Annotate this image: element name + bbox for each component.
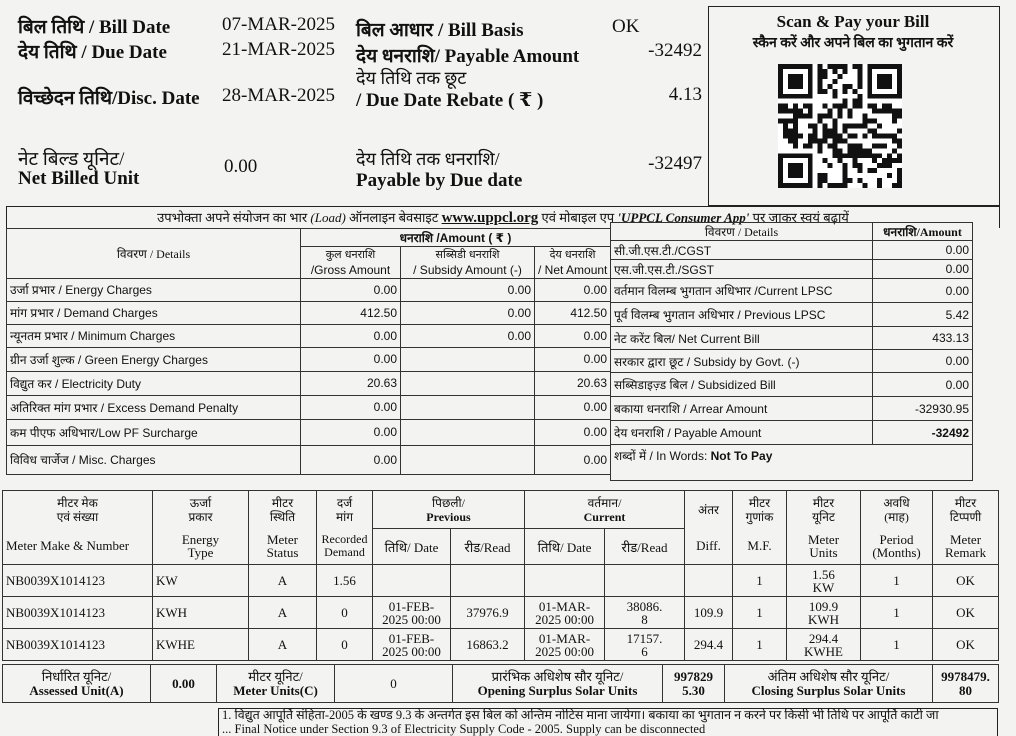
opening-solar-value-1: 997829: [674, 668, 713, 684]
charge-gross: 412.50: [301, 301, 401, 324]
meter-row: [3, 629, 999, 661]
opening-solar-label-hi: प्रारंभिक अधिशेष सौर यूनिट/: [491, 668, 624, 684]
recorded-demand-header-en-2: Demand: [324, 545, 365, 560]
previous-date-header: तिथि/ Date: [373, 529, 451, 565]
summary-row: [611, 303, 973, 327]
charge-label: विविध चार्जेज / Misc. Charges: [7, 445, 301, 474]
meter-units-value: 109.9: [808, 598, 839, 614]
footer-notice-line-1: 1. विद्युत आपूर्ति संहिता-2005 के खण्ड 9.3 के अन्तर्गत इस बिल को अन्तिम नोटिस माना जायेगा। बकाया का भुगतान न करने पर किसी भी तिथि पर आपूर्ति काटी जा: [222, 708, 939, 722]
charge-gross: 0.00: [301, 278, 401, 301]
summary-table: [610, 222, 973, 481]
footer-notice-line-2: ... Final Notice under Section 9.3 of Electricity Supply Code - 2005. Supply can be disconnected: [222, 722, 706, 736]
period-header-hi: [861, 491, 933, 529]
summary-label: सी.जी.एस.टी./CGST: [611, 241, 873, 260]
assessed-label-hi: निर्धारित यूनिट/: [41, 668, 112, 684]
scan-title: Scan & Pay your Bill: [776, 12, 930, 31]
meter-make: NB0039X1014123: [3, 629, 153, 661]
meter-prev-date-2: 2025 00:00: [382, 611, 441, 627]
opening-solar-value: [663, 665, 725, 703]
meter-curr-date-1: 01-MAR-: [538, 630, 591, 646]
summary-amount-header: धनराशि/Amount: [873, 223, 973, 241]
meter-recorded-demand: 0: [317, 597, 373, 629]
period-header-hi-2: (माह): [884, 509, 909, 524]
diff-header-en: Diff.: [685, 529, 733, 565]
summary-row: [611, 421, 973, 445]
rebate-value: 4.13: [668, 84, 702, 105]
notice-load: (Load): [310, 210, 346, 225]
rebate-label-hi: देय तिथि तक छूट: [356, 68, 467, 88]
charge-net: 0.00: [535, 419, 611, 445]
mf-header-en: M.F.: [733, 529, 787, 565]
footer-notice: [222, 708, 992, 736]
units-header-en-1: Meter: [807, 532, 840, 548]
charge-subsidy: [401, 395, 535, 419]
summary-row: [611, 397, 973, 421]
meter-curr-read: [605, 565, 685, 597]
meter-prev-read: 16863.2: [451, 629, 525, 661]
meter-curr-date-1: 01-MAR-: [538, 598, 591, 614]
meter-units: [787, 629, 861, 661]
bill-date-label: बिल तिथि / Bill Date: [18, 17, 171, 38]
mf-header-hi-1: मीटर: [748, 495, 771, 510]
summary-label: सरकार द्वारा छूट / Subsidy by Govt. (-): [611, 350, 873, 373]
recorded-demand-header-hi: [317, 491, 373, 529]
energy-type-header-hi-1: ऊर्जा: [189, 495, 212, 510]
meter-remark: OK: [933, 629, 999, 661]
meter-units: [787, 597, 861, 629]
charge-net: 0.00: [535, 395, 611, 419]
assessed-value: 0.00: [151, 665, 217, 703]
energy-type-header-en: [153, 529, 249, 565]
summary-value: 5.42: [873, 303, 973, 327]
meter-status-header-en-1: Meter: [266, 532, 299, 548]
summary-label: एस.जी.एस.टी./SGST: [611, 260, 873, 279]
meter-make: NB0039X1014123: [3, 565, 153, 597]
closing-solar-value-1: 9978479.: [941, 668, 990, 684]
meter-prev-date-1: 01-FEB-: [388, 598, 435, 614]
meter-status-header-hi-2: स्थिति: [269, 509, 296, 524]
meter-make-header-hi-1: मीटर मेक: [57, 495, 98, 510]
meter-units-unit: KWH: [807, 611, 840, 627]
charge-gross: 0.00: [301, 445, 401, 474]
meter-status-header-hi-1: मीटर: [271, 495, 294, 510]
current-header-en: Current: [583, 509, 626, 524]
charge-row: [7, 395, 611, 419]
meter-mf: 1: [733, 597, 787, 629]
charge-net: 0.00: [535, 324, 611, 347]
meter-make: NB0039X1014123: [3, 597, 153, 629]
units-header-en-2: Units: [809, 545, 838, 561]
summary-label: पूर्व विलम्ब भुगतान अधिभार / Previous LPSC: [611, 303, 873, 327]
meter-status: A: [249, 597, 317, 629]
meter-mf: 1: [733, 629, 787, 661]
opening-solar-label: [453, 665, 663, 703]
meter-prev-read: [451, 565, 525, 597]
summary-row: [611, 241, 973, 260]
payable-amount-value: -32492: [648, 40, 702, 61]
bill-basis-label: बिल आधार / Bill Basis: [356, 20, 524, 41]
charge-subsidy: 0.00: [401, 301, 535, 324]
summary-label: वर्तमान विलम्ब भुगतान अधिभार /Current LPSC: [611, 279, 873, 303]
mf-header-hi-2: गुणांक: [745, 509, 774, 524]
charge-row: [7, 419, 611, 445]
summary-row: [611, 260, 973, 279]
due-date-value: 21-MAR-2025: [222, 39, 335, 60]
remark-header-en: [933, 529, 999, 565]
meter-energy-type: KWH: [153, 597, 249, 629]
charge-label: मांग प्रभार / Demand Charges: [7, 301, 301, 324]
charge-label: कम पीएफ अधिभार/Low PF Surcharge: [7, 419, 301, 445]
bill-basis-value: OK: [612, 16, 640, 37]
meter-prev-date: [373, 565, 451, 597]
meter-status-header-en-2: Status: [266, 545, 299, 561]
meter-period: 1: [861, 565, 933, 597]
charges-details-header: विवरण / Details: [7, 229, 301, 279]
payable-due-label-en: Payable by Due date: [356, 170, 523, 191]
notice-text: उपभोक्ता अपने संयोजन का भार: [157, 210, 311, 225]
recorded-demand-header-hi-2: मांग: [335, 509, 354, 524]
closing-solar-label: [725, 665, 933, 703]
period-header-en-2: (Months): [872, 545, 921, 561]
net-billed-unit-value: 0.00: [224, 156, 258, 177]
current-header-hi: वर्तमान/: [587, 495, 622, 510]
summary-value: 0.00: [873, 241, 973, 260]
charge-label: ग्रीन उर्जा शुल्क / Green Energy Charges: [7, 347, 301, 371]
diff-header-hi: अंतर: [685, 491, 733, 529]
meter-period: 1: [861, 597, 933, 629]
scan-subtitle: स्कैन करें और अपने बिल का भुगतान करें: [752, 36, 954, 51]
notice-text-4: पर जाकर स्वयं बढ़ायें: [749, 210, 849, 225]
charge-net: 0.00: [535, 347, 611, 371]
charge-row: [7, 301, 611, 324]
charge-gross: 0.00: [301, 347, 401, 371]
summary-row: [611, 327, 973, 350]
meter-prev-date: [373, 597, 451, 629]
current-read-header: रीड/Read: [605, 529, 685, 565]
bill-date-value: 07-MAR-2025: [222, 14, 335, 35]
meter-units-c-label: [217, 665, 335, 703]
notice-text-3: एवं मोबाइल एप: [538, 210, 618, 225]
meter-prev-read: 37976.9: [451, 597, 525, 629]
meter-recorded-demand: 1.56: [317, 565, 373, 597]
charge-gross: 0.00: [301, 395, 401, 419]
uppcl-website-link[interactable]: www.uppcl.org: [441, 210, 539, 226]
meter-make-header-hi-2: एवं संख्या: [56, 509, 99, 524]
opening-solar-value-2: 5.30: [682, 682, 705, 698]
summary-row: [611, 350, 973, 373]
meter-status: A: [249, 565, 317, 597]
summary-value: 0.00: [873, 260, 973, 279]
qr-code-icon[interactable]: [778, 64, 902, 188]
energy-type-header-en-1: Energy: [181, 532, 220, 548]
current-date-header: तिथि/ Date: [525, 529, 605, 565]
charge-net: 412.50: [535, 301, 611, 324]
summary-label: नेट करेंट बिल/ Net Current Bill: [611, 327, 873, 350]
meter-curr-read-1: 38086.: [626, 598, 663, 614]
meter-make-header-hi: [3, 491, 153, 529]
charge-gross: 20.63: [301, 371, 401, 395]
summary-payable-value: -32492: [873, 421, 973, 445]
net-header-hi: देय धनराशि: [535, 247, 611, 263]
closing-solar-value-2: 80: [959, 682, 972, 698]
charge-net: 0.00: [535, 445, 611, 474]
meter-curr-read: [605, 629, 685, 661]
in-words-label: शब्दों में / In Words:: [614, 449, 711, 463]
payable-amount-label: देय धनराशि/ Payable Amount: [356, 46, 580, 67]
closing-solar-label-hi: अंतिम अधिशेष सौर यूनिट/: [767, 668, 890, 684]
meter-remark: OK: [933, 565, 999, 597]
meter-diff: 294.4: [685, 629, 733, 661]
energy-type-header-en-2: Type: [187, 545, 214, 561]
notice-text-2: ऑनलाइन बेवसाइट: [345, 210, 442, 225]
remark-header-en-2: Remark: [944, 545, 987, 561]
remark-header-en-1: Meter: [949, 532, 982, 548]
meter-prev-date-1: 01-FEB-: [388, 630, 435, 646]
uppcl-app-name: 'UPPCL Consumer App': [617, 210, 750, 225]
gross-header-hi: कुल धनराशि: [301, 247, 401, 263]
meter-mf: 1: [733, 565, 787, 597]
summary-value: -32930.95: [873, 397, 973, 421]
payable-due-value: -32497: [648, 153, 702, 174]
period-header-en-1: Period: [879, 532, 914, 548]
charge-row: [7, 324, 611, 347]
meter-units-c-value: 0: [335, 665, 453, 703]
period-header-hi-1: अवधि: [883, 495, 910, 510]
disc-date-value: 28-MAR-2025: [222, 85, 335, 106]
remark-header-hi-2: टिप्पणी: [949, 509, 982, 524]
meter-units-value: 294.4: [808, 630, 839, 646]
summary-row: [611, 279, 973, 303]
charge-gross: 0.00: [301, 419, 401, 445]
assessed-label: [3, 665, 151, 703]
previous-header: [373, 491, 525, 529]
remark-header-hi: [933, 491, 999, 529]
charge-label: अतिरिक्त मांग प्रभार / Excess Demand Penalty: [7, 395, 301, 419]
in-words-cell: [611, 445, 973, 481]
meter-energy-type: KWHE: [153, 629, 249, 661]
meter-diff: 109.9: [685, 597, 733, 629]
charge-label: न्यूनतम प्रभार / Minimum Charges: [7, 324, 301, 347]
net-billed-unit-label-hi: नेट बिल्ड यूनिट/: [18, 149, 125, 170]
summary-label: बकाया धनराशि / Arrear Amount: [611, 397, 873, 421]
summary-row: [611, 373, 973, 397]
meter-recorded-demand: 0: [317, 629, 373, 661]
payable-due-label-hi: देय तिथि तक धनराशि/: [356, 149, 500, 169]
closing-solar-label-en: Closing Surplus Solar Units: [751, 682, 906, 698]
meter-curr-date: [525, 597, 605, 629]
charge-row: [7, 445, 611, 474]
meter-table: [2, 490, 999, 661]
mf-header-hi: [733, 491, 787, 529]
charge-subsidy: [401, 419, 535, 445]
summary-value: 0.00: [873, 279, 973, 303]
opening-solar-label-en: Opening Surplus Solar Units: [477, 682, 638, 698]
meter-energy-type: KW: [153, 565, 249, 597]
charge-subsidy: [401, 445, 535, 474]
meter-curr-date-2: 2025 00:00: [535, 643, 594, 659]
assessed-label-en: Assessed Unit(A): [29, 682, 124, 698]
recorded-demand-header-hi-1: दर्ज: [336, 495, 353, 510]
charge-subsidy: [401, 371, 535, 395]
summary-value: 433.13: [873, 327, 973, 350]
rebate-label-en: / Due Date Rebate ( ₹ ): [356, 90, 544, 111]
charge-subsidy: 0.00: [401, 278, 535, 301]
meter-units-value: 1.56: [812, 566, 835, 582]
meter-units-c-label-en: Meter Units(C): [233, 682, 318, 698]
charges-table: [6, 228, 611, 475]
summary-label: देय धनराशि / Payable Amount: [611, 421, 873, 445]
meter-curr-read-2: 6: [641, 643, 648, 659]
charge-row: [7, 278, 611, 301]
units-header-hi: [787, 491, 861, 529]
closing-solar-value: [933, 665, 999, 703]
charge-gross: 0.00: [301, 324, 401, 347]
meter-units-unit: KW: [812, 579, 835, 595]
charge-label: विद्युत कर / Electricity Duty: [7, 371, 301, 395]
charge-net: 0.00: [535, 278, 611, 301]
meter-row: [3, 597, 999, 629]
meter-period: 1: [861, 629, 933, 661]
meter-prev-date: [373, 629, 451, 661]
in-words-value: Not To Pay: [710, 449, 773, 463]
period-header-en: [861, 529, 933, 565]
subsidy-header-en: / Subsidy Amount (-): [401, 262, 535, 278]
units-header-hi-1: मीटर: [812, 495, 835, 510]
remark-header-hi-1: मीटर: [954, 495, 977, 510]
meter-make-header-en: Meter Make & Number: [3, 529, 153, 565]
charge-subsidy: 0.00: [401, 324, 535, 347]
energy-type-header-hi: [153, 491, 249, 529]
meter-units-c-label-hi: मीटर यूनिट/: [248, 668, 303, 684]
meter-row: [3, 565, 999, 597]
summary-value: 0.00: [873, 350, 973, 373]
meter-status-header-en: [249, 529, 317, 565]
gross-header-en: /Gross Amount: [301, 262, 401, 278]
summary-label: सब्सिडाइज़्ड बिल / Subsidized Bill: [611, 373, 873, 397]
meter-curr-read: [605, 597, 685, 629]
recorded-demand-header-en: [317, 529, 373, 565]
current-header: [525, 491, 685, 529]
net-header-en: / Net Amount: [535, 262, 611, 278]
meter-status: A: [249, 629, 317, 661]
previous-header-hi: पिछली/: [432, 495, 465, 510]
subsidy-header-hi: सब्सिडी धनराशि: [401, 247, 535, 263]
meter-status-header-hi: [249, 491, 317, 529]
summary-details-header: विवरण / Details: [611, 223, 873, 241]
charge-label: उर्जा प्रभार / Energy Charges: [7, 278, 301, 301]
charge-net: 20.63: [535, 371, 611, 395]
assessed-table: [2, 664, 999, 703]
units-header-hi-2: यूनिट: [812, 509, 835, 524]
meter-prev-date-2: 2025 00:00: [382, 643, 441, 659]
energy-type-header-hi-2: प्रकार: [188, 509, 213, 524]
due-date-label: देय तिथि / Due Date: [18, 42, 167, 63]
meter-units: [787, 565, 861, 597]
meter-units-unit: KWHE: [804, 643, 844, 659]
meter-curr-read-1: 17157.: [626, 630, 663, 646]
previous-read-header: रीड/Read: [451, 529, 525, 565]
charges-amount-header: धनराशि /Amount ( ₹ ): [301, 229, 611, 247]
meter-curr-read-2: 8: [641, 611, 648, 627]
meter-curr-date: [525, 629, 605, 661]
summary-value: 0.00: [873, 373, 973, 397]
recorded-demand-header-en-1: Recorded: [321, 532, 368, 547]
previous-header-en: Previous: [426, 509, 471, 524]
meter-curr-date: [525, 565, 605, 597]
meter-curr-date-2: 2025 00:00: [535, 611, 594, 627]
disc-date-label: विच्छेदन तिथि/Disc. Date: [18, 88, 200, 109]
meter-diff: [685, 565, 733, 597]
charge-row: [7, 347, 611, 371]
charge-subsidy: [401, 347, 535, 371]
net-billed-unit-label-en: Net Billed Unit: [18, 168, 140, 189]
charge-row: [7, 371, 611, 395]
meter-remark: OK: [933, 597, 999, 629]
units-header-en: [787, 529, 861, 565]
